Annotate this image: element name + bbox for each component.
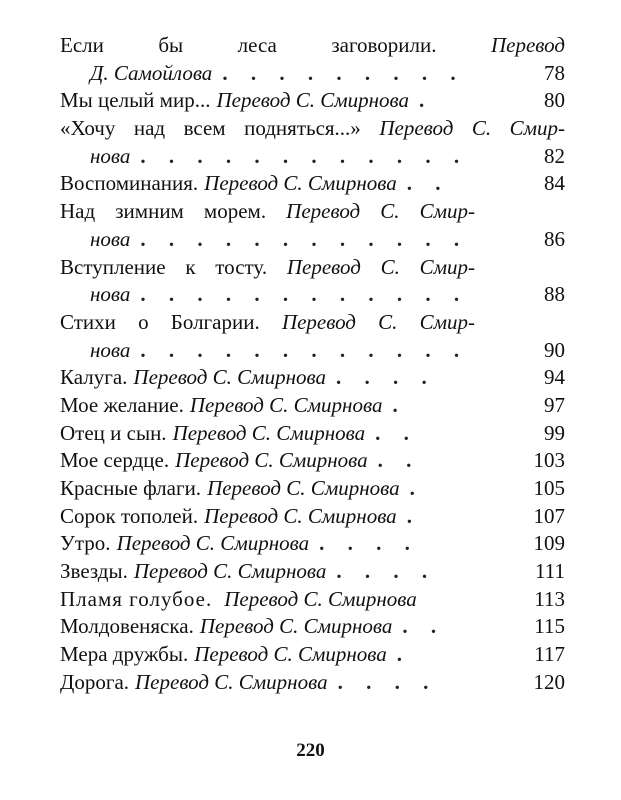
toc-entry-translator: нова bbox=[90, 282, 131, 307]
toc-entry bbox=[60, 503, 565, 531]
toc-entry-translator: Перевод С. Смирнова bbox=[135, 669, 328, 694]
toc-leader-dots: . . . . bbox=[319, 531, 419, 556]
toc-entry-translator: нова bbox=[90, 143, 131, 168]
toc-leader-dots: . . . . . . . . . . . . bbox=[140, 226, 469, 251]
toc-entry-translator: Перевод С. Смирнова bbox=[194, 642, 387, 667]
toc-page-number: 82 bbox=[544, 143, 565, 168]
toc-entry bbox=[60, 669, 565, 697]
toc-entry-line bbox=[60, 641, 565, 669]
toc-entry-translator: Перевод С. Смирнова bbox=[133, 365, 326, 390]
table-of-contents bbox=[60, 32, 565, 697]
toc-entry-line bbox=[60, 170, 565, 198]
toc-entry bbox=[60, 392, 565, 420]
toc-entry-line bbox=[60, 115, 565, 143]
toc-entry-title: Утро. bbox=[60, 531, 111, 556]
toc-leader-dots: . . . . bbox=[336, 559, 437, 584]
toc-entry bbox=[60, 558, 565, 586]
toc-entry bbox=[60, 586, 565, 614]
toc-entry-translator: Перевод С. Смирнова bbox=[204, 171, 397, 196]
toc-entry bbox=[60, 32, 565, 87]
toc-entry-line bbox=[60, 669, 565, 697]
toc-leader-dots: . bbox=[409, 476, 424, 500]
toc-entry-line bbox=[60, 530, 565, 558]
toc-entry bbox=[60, 115, 565, 170]
toc-page-number: 109 bbox=[533, 531, 565, 556]
toc-entry-translator: Перевод С. Смирнова bbox=[116, 531, 310, 556]
toc-page-number: 107 bbox=[533, 503, 565, 528]
toc-entry-title: Мое желание. bbox=[60, 392, 184, 417]
toc-entry-line bbox=[60, 60, 565, 88]
toc-entry-translator: Перевод bbox=[491, 33, 565, 57]
toc-entry-translator: Перевод С. Смир- bbox=[286, 199, 475, 224]
toc-entry-translator: Перевод С. Смирнова bbox=[199, 614, 393, 639]
toc-page-number: 88 bbox=[544, 282, 565, 307]
toc-entry-line bbox=[60, 254, 565, 282]
toc-entry-line bbox=[60, 87, 565, 115]
toc-entry bbox=[60, 198, 565, 253]
toc-entry-line bbox=[60, 586, 565, 614]
toc-page-number: 111 bbox=[535, 559, 565, 584]
toc-leader-dots: . . bbox=[402, 614, 446, 639]
toc-leader-dots: . . . . . . . . . . . . bbox=[140, 143, 469, 168]
toc-entry bbox=[60, 364, 565, 392]
toc-entry-line bbox=[60, 309, 565, 337]
toc-page-number: 84 bbox=[544, 171, 565, 196]
toc-entry bbox=[60, 530, 565, 558]
toc-entry-line bbox=[60, 337, 565, 365]
toc-entry-title: Пламя голубое. bbox=[60, 586, 213, 611]
toc-entry-translator: Перевод С. Смирнова bbox=[133, 559, 327, 584]
toc-leader-dots: . . . . . . . . . . . . bbox=[140, 282, 469, 307]
toc-page-number: 117 bbox=[534, 642, 565, 667]
toc-leader-dots: . bbox=[406, 503, 421, 528]
toc-entry-translator: Перевод С. Смир- bbox=[286, 254, 476, 279]
toc-entry-translator: Перевод С. Смир- bbox=[379, 116, 565, 141]
toc-leader-dots: . . . . . . . . . bbox=[222, 60, 465, 85]
toc-entry-title: Стихи о Болгарии. bbox=[60, 309, 260, 334]
toc-page-number: 97 bbox=[544, 392, 565, 417]
toc-entry-title: Калуга. bbox=[60, 365, 128, 390]
toc-entry-translator: нова bbox=[90, 226, 131, 251]
toc-entry-line bbox=[60, 143, 565, 171]
toc-entry-title: Если бы леса заговорили. bbox=[60, 33, 437, 57]
toc-page-number: 105 bbox=[533, 476, 565, 500]
toc-leader-dots: . . bbox=[377, 448, 421, 473]
toc-entry-line bbox=[60, 281, 565, 309]
toc-entry-title: Мое сердце. bbox=[60, 448, 170, 473]
toc-entry-title: Мера дружбы. bbox=[60, 642, 189, 667]
toc-entry-translator: нова bbox=[90, 337, 131, 362]
toc-page-number: 99 bbox=[544, 420, 565, 445]
toc-entry-title: Мы целый мир... bbox=[60, 88, 211, 113]
toc-page-number: 80 bbox=[544, 88, 565, 113]
toc-entry-translator: Перевод С. Смир- bbox=[281, 309, 476, 334]
toc-page-number: 115 bbox=[534, 614, 565, 639]
toc-entry-translator: Перевод С. Смирнова bbox=[216, 88, 410, 113]
toc-entry bbox=[60, 447, 565, 475]
toc-page-number: 90 bbox=[544, 337, 565, 362]
toc-entry-line bbox=[60, 613, 565, 641]
toc-entry-translator: Перевод С. Смирнова bbox=[207, 476, 400, 500]
toc-entry-line bbox=[60, 32, 565, 60]
toc-entry bbox=[60, 475, 565, 503]
toc-entry-title: Над зимним морем. bbox=[60, 199, 267, 224]
toc-entry-line bbox=[60, 503, 565, 531]
toc-leader-dots: . bbox=[419, 88, 434, 113]
toc-entry bbox=[60, 613, 565, 641]
toc-entry-title: Воспоминания. bbox=[60, 171, 199, 196]
toc-entry-line bbox=[60, 475, 565, 503]
toc-leader-dots: . . . . bbox=[335, 365, 436, 390]
toc-entry bbox=[60, 170, 565, 198]
toc-entry-translator: Перевод С. Смирнова bbox=[224, 586, 417, 611]
toc-leader-dots: . . . . . . . . . . . . bbox=[140, 337, 469, 362]
toc-entry bbox=[60, 254, 565, 309]
toc-entry bbox=[60, 309, 565, 364]
toc-entry-title: Молдовеняска. bbox=[60, 614, 194, 639]
toc-page-number: 86 bbox=[544, 226, 565, 251]
toc-entry-line bbox=[60, 198, 565, 226]
toc-leader-dots: . . bbox=[375, 420, 418, 445]
toc-leader-dots: . bbox=[392, 392, 407, 417]
toc-entry-translator: Перевод С. Смирнова bbox=[189, 392, 383, 417]
toc-entry-translator: Д. Самойлова bbox=[90, 60, 213, 85]
toc-entry-line bbox=[60, 392, 565, 420]
toc-entry-title: Дорога. bbox=[60, 669, 130, 694]
toc-entry bbox=[60, 420, 565, 448]
toc-leader-dots: . . . . bbox=[337, 669, 438, 694]
page-number-footer: 220 bbox=[296, 740, 325, 761]
toc-entry-title: «Хочу над всем подняться...» bbox=[60, 116, 361, 141]
toc-entry-title: Отец и сын. bbox=[60, 420, 167, 445]
toc-page-number: 120 bbox=[533, 669, 565, 694]
toc-leader-dots: . bbox=[396, 642, 412, 667]
toc-entry-line bbox=[60, 364, 565, 392]
toc-entry-translator: Перевод С. Смирнова bbox=[204, 503, 397, 528]
toc-entry-title: Красные флаги. bbox=[60, 476, 202, 500]
toc-entry-translator: Перевод С. Смирнова bbox=[175, 448, 368, 473]
toc-entry-line bbox=[60, 558, 565, 586]
toc-page-number: 113 bbox=[534, 586, 565, 611]
toc-entry-title: Звезды. bbox=[60, 559, 128, 584]
toc-page-number: 94 bbox=[544, 365, 565, 390]
toc-entry-title: Вступление к тосту. bbox=[60, 254, 268, 279]
toc-page-number: 103 bbox=[533, 448, 565, 473]
toc-entry bbox=[60, 87, 565, 115]
toc-entry-line bbox=[60, 226, 565, 254]
toc-page-number: 78 bbox=[544, 60, 565, 85]
toc-entry-line bbox=[60, 420, 565, 448]
toc-entry-line bbox=[60, 447, 565, 475]
toc-leader-dots: . . bbox=[406, 171, 450, 196]
toc-entry bbox=[60, 641, 565, 669]
toc-entry-translator: Перевод С. Смирнова bbox=[172, 420, 366, 445]
toc-entry-title: Сорок тополей. bbox=[60, 503, 199, 528]
